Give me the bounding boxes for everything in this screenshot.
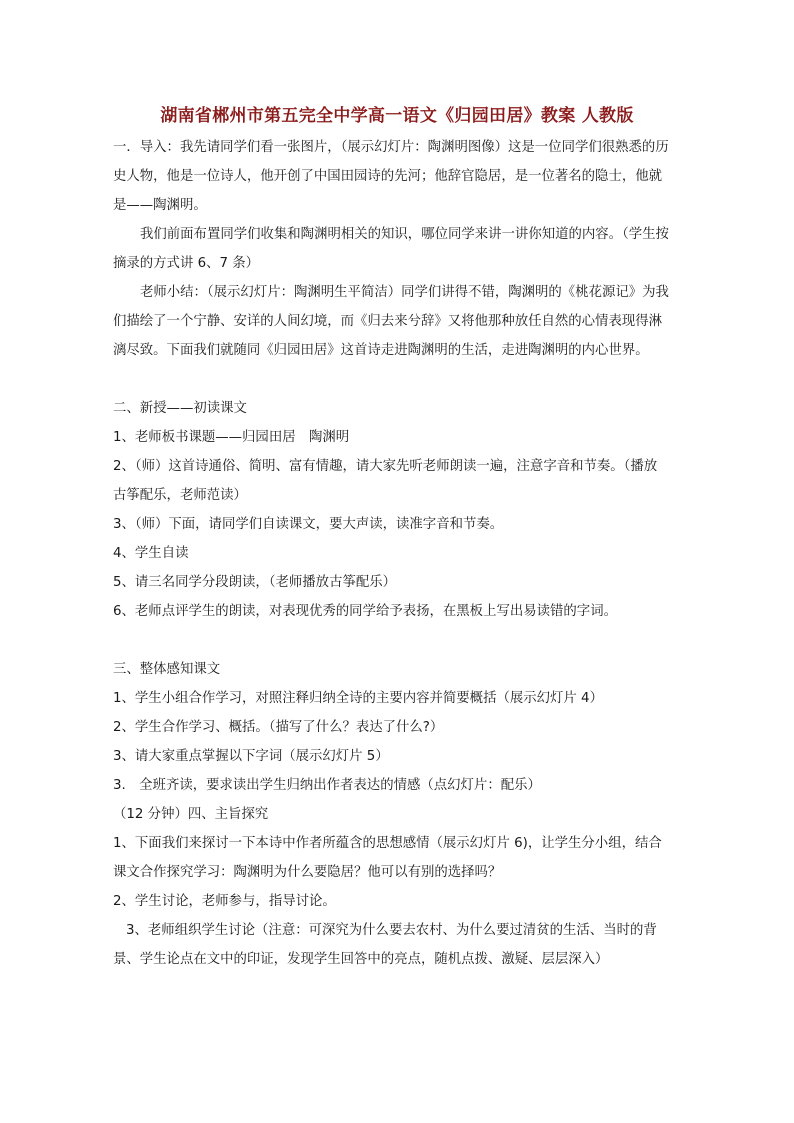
list-item: 3、（师）下面，请同学们自读课文，要大声读，读准字音和节奏。 — [113, 517, 504, 532]
paragraph-intro: 一．导入：我先请同学们看一张图片，（展示幻灯片：陶渊明图像）这是一位同学们很熟悉的历史人物，他是一位诗人，他开创了中国田园诗的先河；他辞官隐居，是一位著名的隐士，他就是——陶渊明。 — [113, 140, 669, 213]
paragraph-summary: 老师小结：（展示幻灯片：陶渊明生平简洁）同学们讲得不错，陶渊明的《桃花源记》为我们描绘了一个宁静、安详的人间幻境，而《归去来兮辞》又将他那种放任自然的心情表现得淋漓尽致。下面我们就随同《归园田居》这首诗走进陶渊明的生活，走进陶渊明的内心世界。 — [113, 285, 669, 358]
list-item: 3、老师组织学生讨论（注意：可深究为什么要去农村、为什么要过清贫的生活、当时的背景、学生论点在文中的印证，发现学生回答中的亮点，随机点拨、激疑、层层深入） — [113, 923, 657, 967]
document-title: 湖南省郴州市第五完全中学高一语文《归园田居》教案 人教版 — [160, 106, 634, 126]
section-heading-4: （12 分钟）四、主旨探究 — [113, 807, 269, 822]
list-item: 1、下面我们来探讨一下本诗中作者所蕴含的思想感情（展示幻灯片 6)，让学生分小组，结合课文合作探究学习：陶渊明为什么要隐居？他可以有别的选择吗？ — [113, 836, 662, 880]
document-body — [113, 133, 669, 974]
list-item: 5、请三名同学分段朗读，（老师播放古筝配乐） — [113, 575, 397, 590]
list-item: 3、请大家重点掌握以下字词（展示幻灯片 5） — [113, 749, 389, 764]
list-item: 4、学生自读 — [113, 546, 189, 561]
section-heading-2: 二、新授——初读课文 — [113, 401, 247, 416]
paragraph-collect: 我们前面布置同学们收集和陶渊明相关的知识，哪位同学来讲一讲你知道的内容。（学生按摘录的方式讲 6、7 条） — [113, 227, 669, 271]
list-item: 3. 全班齐读，要求读出学生归纳出作者表达的情感（点幻灯片：配乐） — [113, 778, 541, 793]
list-item: 2、（师）这首诗通俗、简明、富有情趣，请大家先听老师朗读一遍，注意字音和节奏。（播放古筝配乐，老师范读） — [113, 459, 658, 503]
blank-line — [113, 626, 669, 655]
list-item: 1、学生小组合作学习，对照注释归纳全诗的主要内容并简要概括（展示幻灯片 4） — [113, 691, 603, 706]
list-item: 2、学生合作学习、概括。（描写了什么？表达了什么?） — [113, 720, 444, 735]
section-heading-3: 三、整体感知课文 — [113, 662, 221, 677]
list-item: 2、学生讨论，老师参与，指导讨论。 — [113, 894, 336, 909]
list-item: 6、老师点评学生的朗读，对表现优秀的同学给予表扬，在黑板上写出易读错的字词。 — [113, 604, 617, 619]
blank-line — [113, 365, 669, 394]
list-item: 1、老师板书课题——归园田居 陶渊明 — [113, 430, 350, 445]
